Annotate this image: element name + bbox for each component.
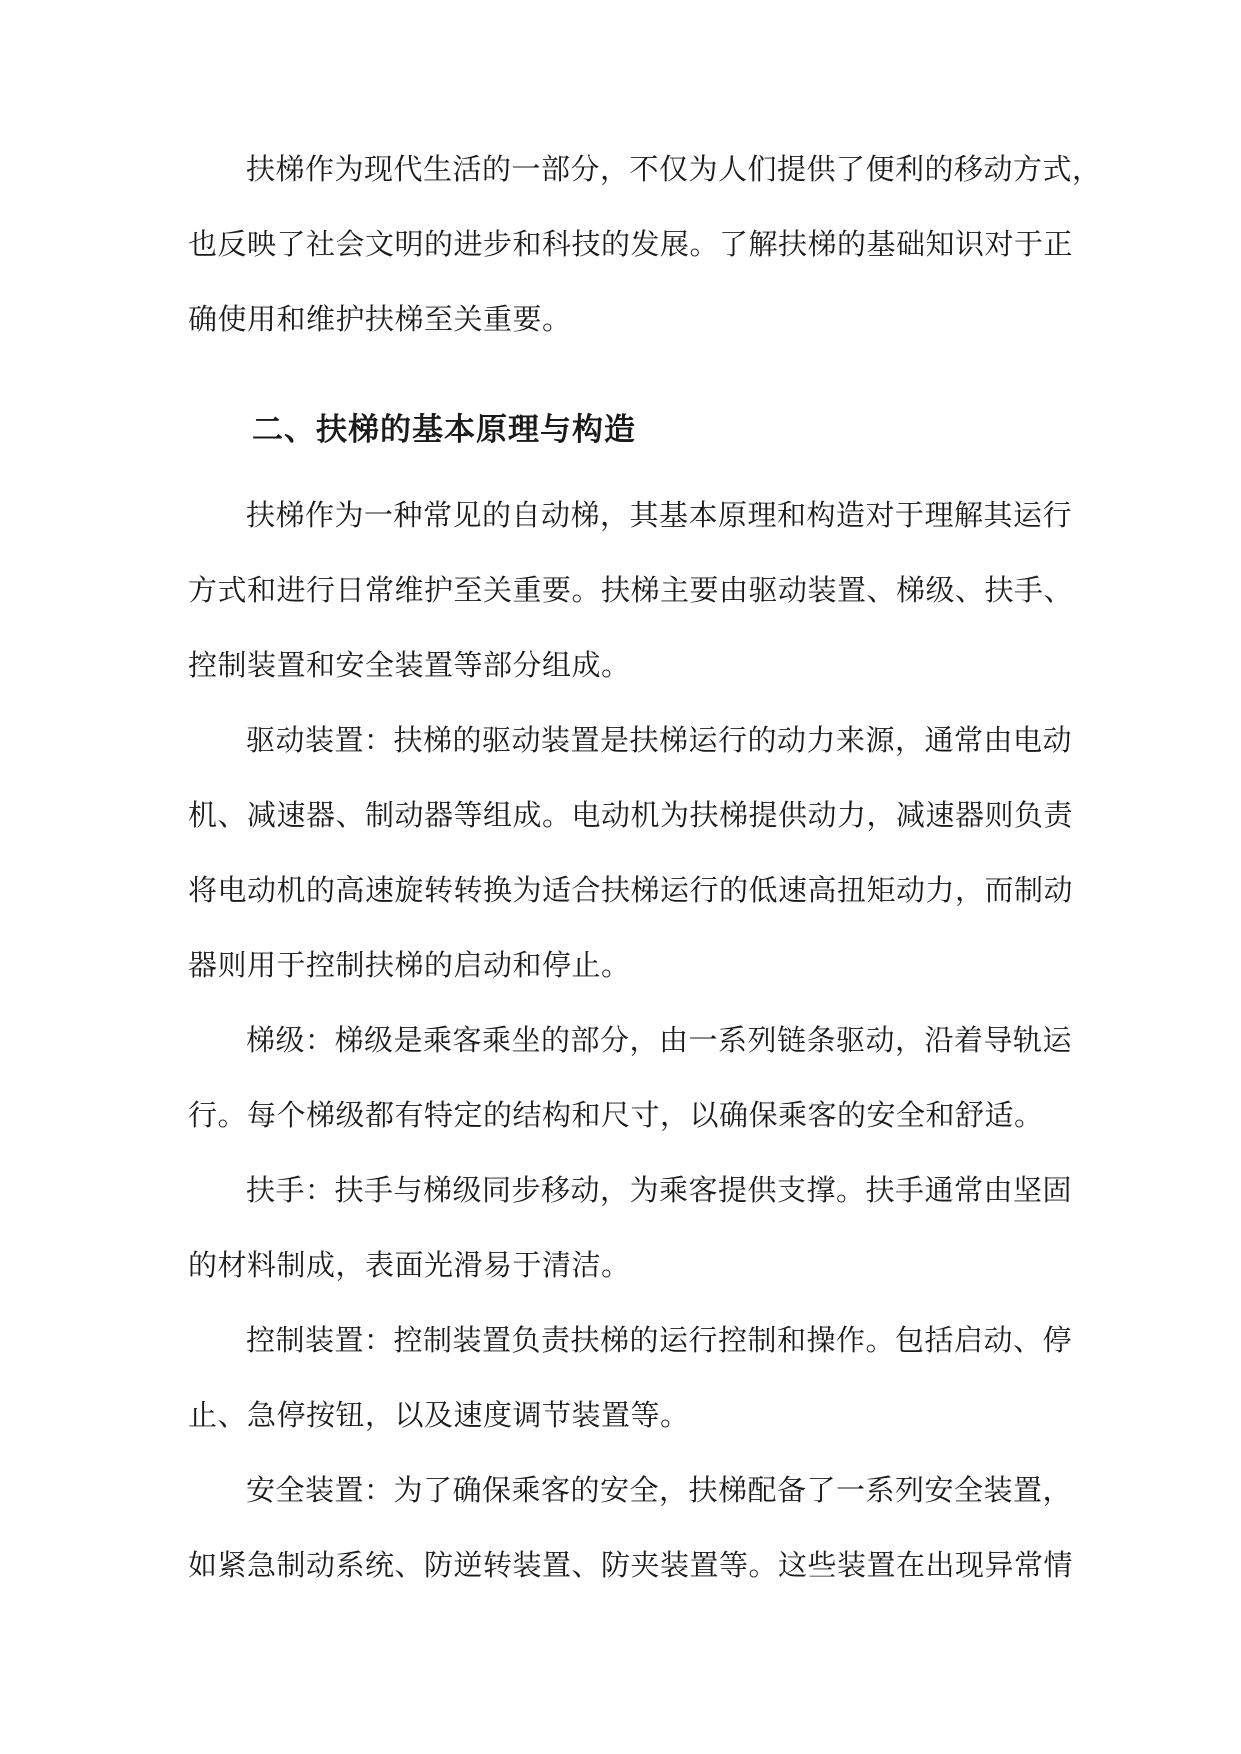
paragraph-line: 的材料制成，表面光滑易于清洁。 [188, 1248, 631, 1282]
paragraph-line: 将电动机的高速旋转转换为适合扶梯运行的低速高扭矩动力，而制动 [188, 873, 1074, 907]
paragraph-line: 控制装置：控制装置负责扶梯的运行控制和操作。包括启动、停 [246, 1323, 1073, 1357]
paragraph-line: 止、急停按钮，以及速度调节装置等。 [188, 1398, 690, 1432]
paragraph-line: 驱动装置：扶梯的驱动装置是扶梯运行的动力来源，通常由电动 [246, 723, 1073, 757]
paragraph-line: 确使用和维护扶梯至关重要。 [188, 302, 572, 336]
section-heading: 二、扶梯的基本原理与构造 [252, 412, 636, 448]
paragraph-line: 器则用于控制扶梯的启动和停止。 [188, 948, 631, 982]
paragraph-line: 也反映了社会文明的进步和科技的发展。了解扶梯的基础知识对于正 [188, 227, 1074, 261]
paragraph-line: 安全装置：为了确保乘客的安全，扶梯配备了一系列安全装置， [246, 1473, 1073, 1507]
paragraph-line: 行。每个梯级都有特定的结构和尺寸，以确保乘客的安全和舒适。 [188, 1098, 1044, 1132]
paragraph-line: 梯级：梯级是乘客乘坐的部分，由一系列链条驱动，沿着导轨运 [246, 1023, 1073, 1057]
paragraph-line: 如紧急制动系统、防逆转装置、防夹装置等。这些装置在出现异常情 [188, 1548, 1074, 1582]
paragraph-line: 扶梯作为一种常见的自动梯，其基本原理和构造对于理解其运行 [246, 498, 1073, 532]
paragraph-line: 控制装置和安全装置等部分组成。 [188, 648, 631, 682]
paragraph-line: 方式和进行日常维护至关重要。扶梯主要由驱动装置、梯级、扶手、 [188, 573, 1074, 607]
paragraph-line: 机、减速器、制动器等组成。电动机为扶梯提供动力，减速器则负责 [188, 798, 1074, 832]
paragraph-line: 扶手：扶手与梯级同步移动，为乘客提供支撑。扶手通常由坚固 [246, 1173, 1073, 1207]
paragraph-line: 扶梯作为现代生活的一部分，不仅为人们提供了便利的移动方式， [246, 152, 1102, 186]
